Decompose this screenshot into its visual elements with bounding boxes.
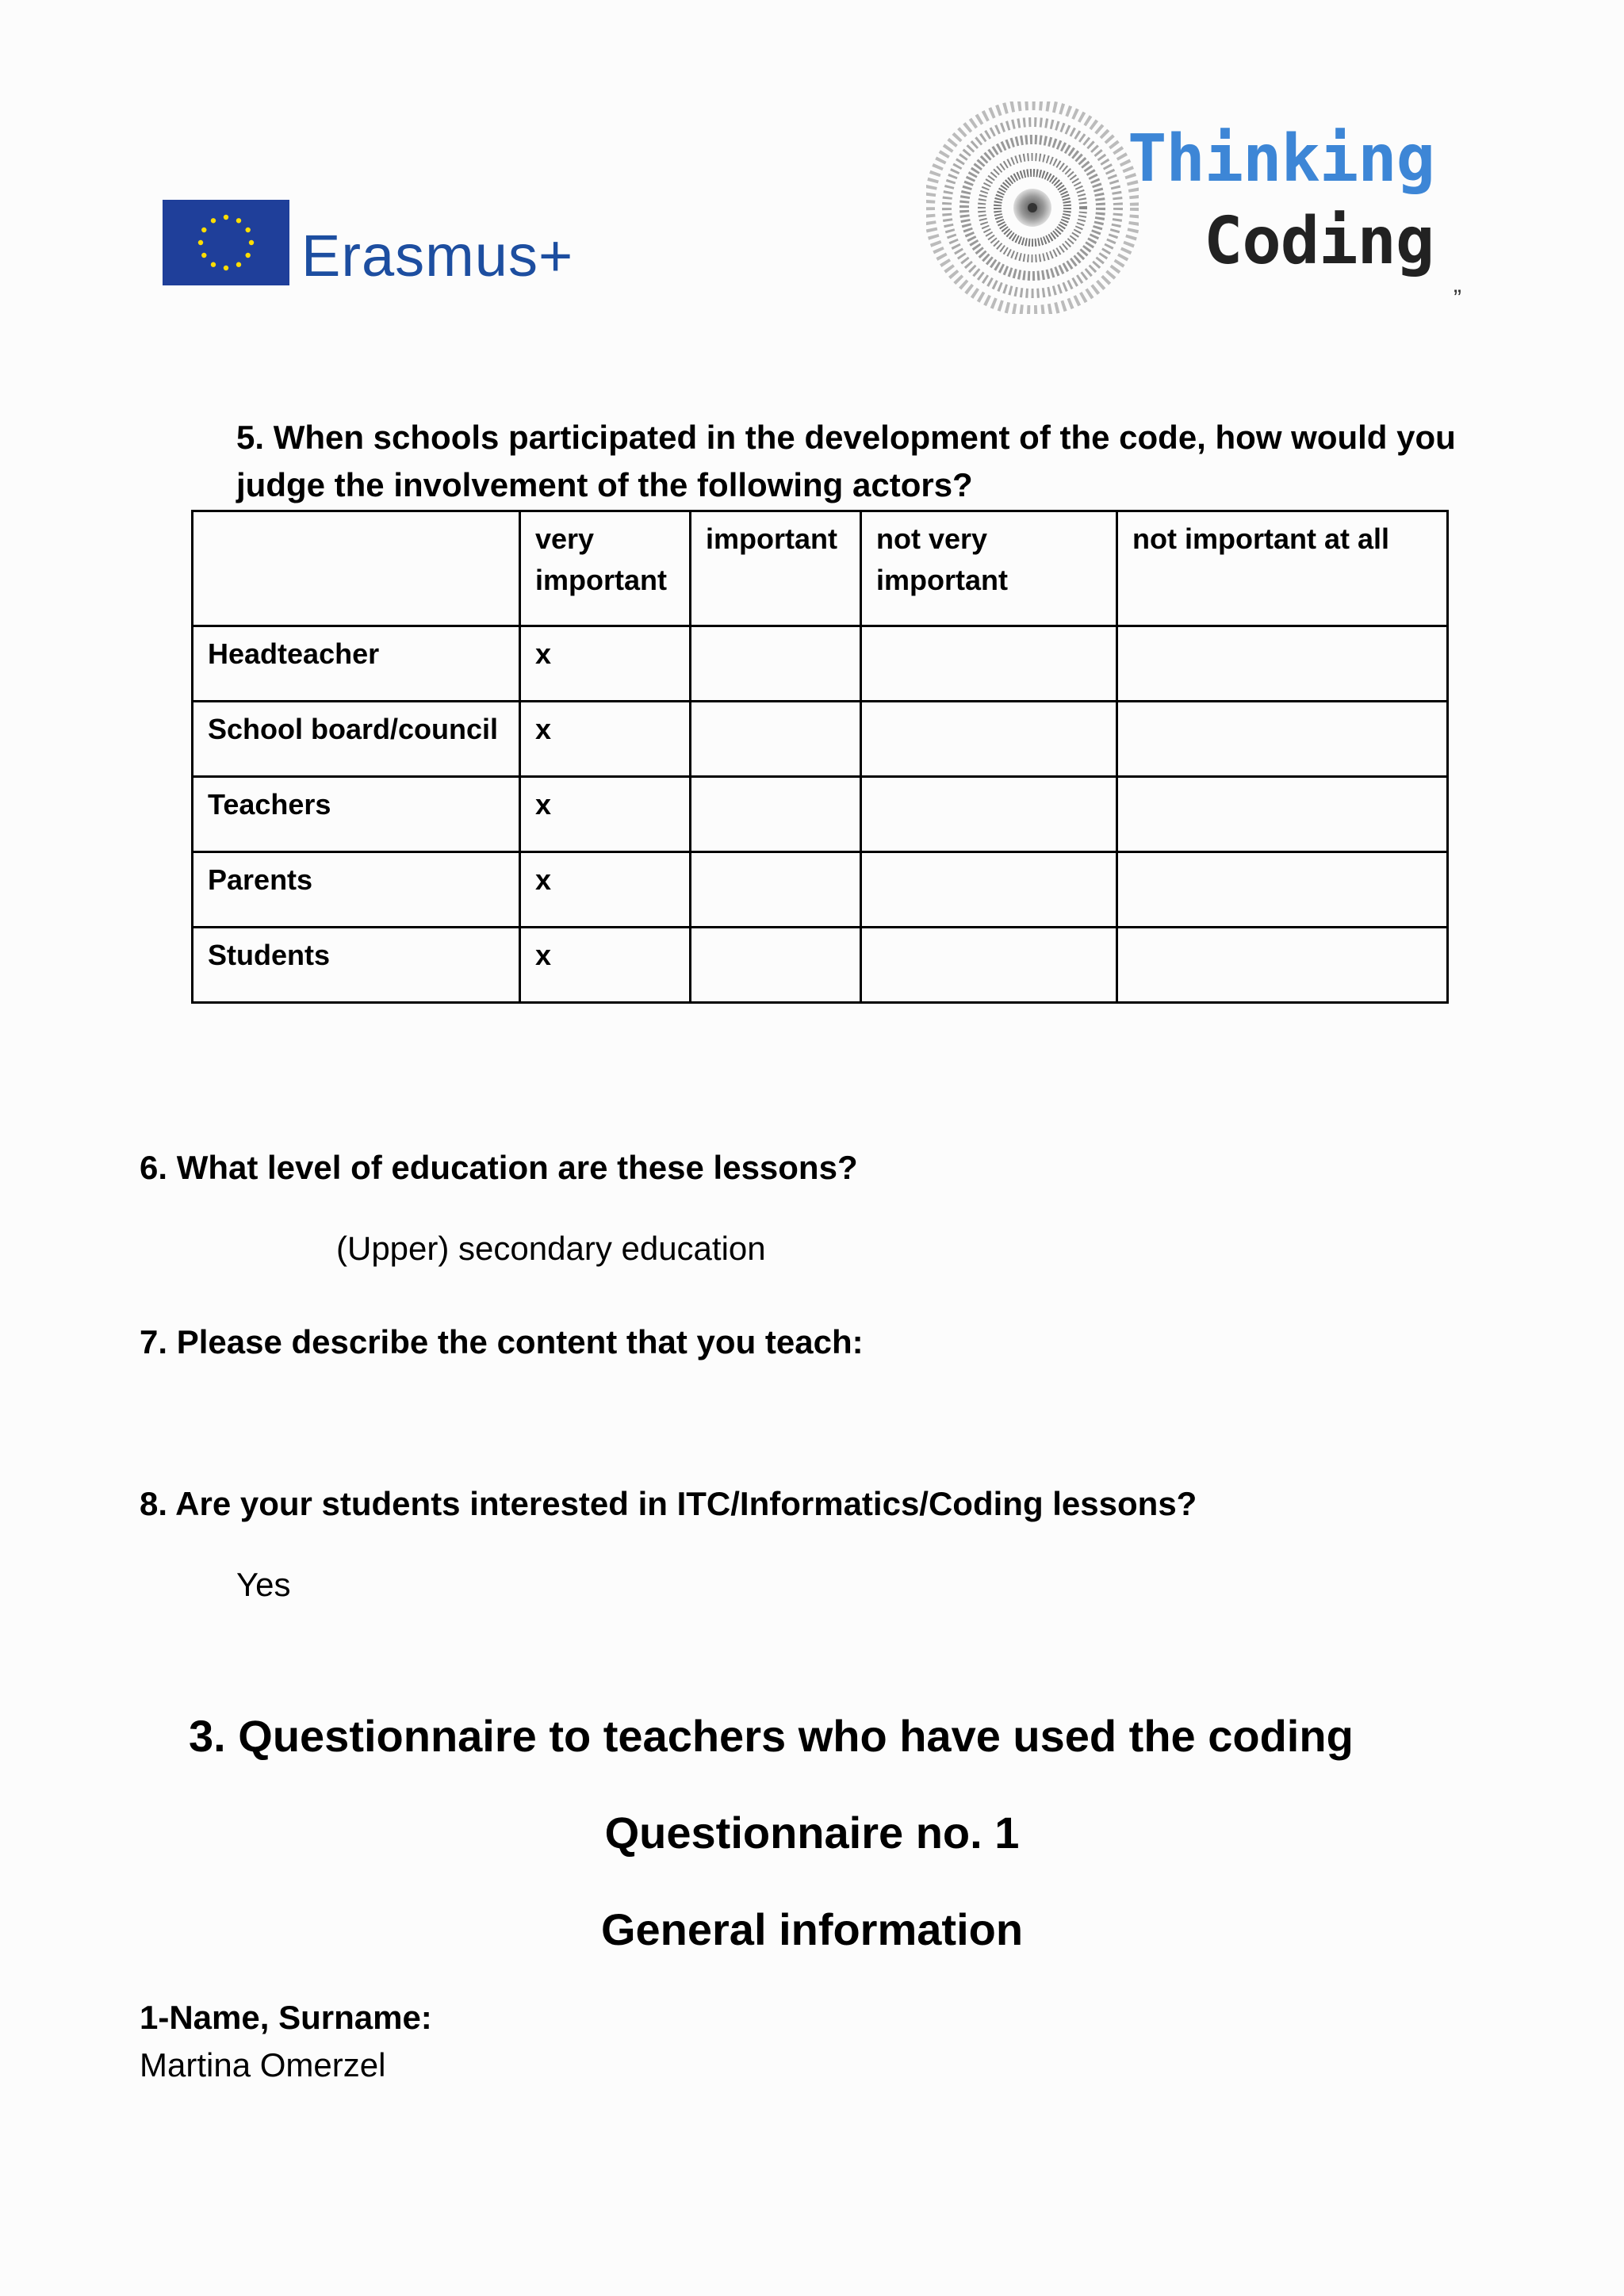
table-header-cell: not important at all — [1117, 511, 1448, 626]
eu-stars-icon — [163, 200, 289, 285]
table-cell — [1117, 702, 1448, 777]
table-cell — [691, 702, 861, 777]
row-label: Teachers — [193, 777, 520, 852]
question-5: 5. When schools participated in the development of the code, how would you judge the involvement of the following actors? — [236, 419, 1456, 503]
table-cell — [691, 777, 861, 852]
involvement-table — [191, 510, 1449, 1004]
table-cell — [691, 928, 861, 1003]
eu-star-icon — [224, 266, 228, 270]
eu-star-icon — [246, 228, 251, 232]
eu-star-icon — [236, 262, 241, 267]
table-header-cell: not very important — [861, 511, 1117, 626]
eu-star-icon — [201, 253, 206, 258]
table-row — [193, 626, 1448, 702]
question-1: 1-Name, Surname: — [140, 1999, 432, 2036]
table-cell: x — [520, 702, 691, 777]
table-cell — [861, 626, 1117, 702]
table-cell — [691, 852, 861, 928]
row-label: School board/council — [193, 702, 520, 777]
table-cell — [691, 626, 861, 702]
thinking-coding-logo-icon — [926, 101, 1139, 314]
eu-flag-logo — [163, 200, 289, 285]
table-cell: x — [520, 852, 691, 928]
table-header-cell — [193, 511, 520, 626]
table-cell — [861, 928, 1117, 1003]
table-row — [193, 852, 1448, 928]
table-cell: x — [520, 928, 691, 1003]
table-cell — [1117, 928, 1448, 1003]
erasmus-logo-text: Erasmus+ — [301, 223, 574, 289]
table-header-cell: important — [691, 511, 861, 626]
eu-star-icon — [211, 262, 216, 267]
eu-star-icon — [198, 240, 203, 245]
row-label: Headteacher — [193, 626, 520, 702]
table-cell — [861, 777, 1117, 852]
answer-1: Martina Omerzel — [140, 2046, 386, 2084]
coding-logo-text: Coding — [1204, 204, 1434, 279]
row-label: Parents — [193, 852, 520, 928]
eu-star-icon — [211, 218, 216, 223]
table-cell: x — [520, 626, 691, 702]
general-information-heading: General information — [600, 1904, 1024, 1954]
thinking-logo-text: Thinking — [1128, 121, 1434, 197]
question-7: 7. Please describe the content that you teach: — [140, 1323, 864, 1360]
questionnaire-number: Questionnaire no. 1 — [604, 1808, 1020, 1858]
eu-star-icon — [236, 218, 241, 223]
table-cell — [1117, 777, 1448, 852]
table-row — [193, 777, 1448, 852]
table-row — [193, 928, 1448, 1003]
table-row — [193, 702, 1448, 777]
table-cell: x — [520, 777, 691, 852]
eu-star-icon — [201, 228, 206, 232]
answer-6: (Upper) secondary education — [336, 1230, 766, 1267]
eu-star-icon — [249, 240, 254, 245]
table-cell — [861, 852, 1117, 928]
table-cell — [1117, 626, 1448, 702]
eu-star-icon — [246, 253, 251, 258]
answer-8: Yes — [236, 1566, 291, 1603]
question-8: 8. Are your students interested in ITC/Informatics/Coding lessons? — [140, 1485, 1197, 1522]
table-header-row — [193, 511, 1448, 626]
table-cell — [1117, 852, 1448, 928]
table-cell — [861, 702, 1117, 777]
section-title: 3. Questionnaire to teachers who have used the coding — [189, 1711, 1354, 1761]
quote-mark: ” — [1454, 285, 1461, 312]
eu-star-icon — [224, 215, 228, 220]
table-header-cell: very important — [520, 511, 691, 626]
question-6: 6. What level of education are these lessons? — [140, 1149, 858, 1186]
row-label: Students — [193, 928, 520, 1003]
